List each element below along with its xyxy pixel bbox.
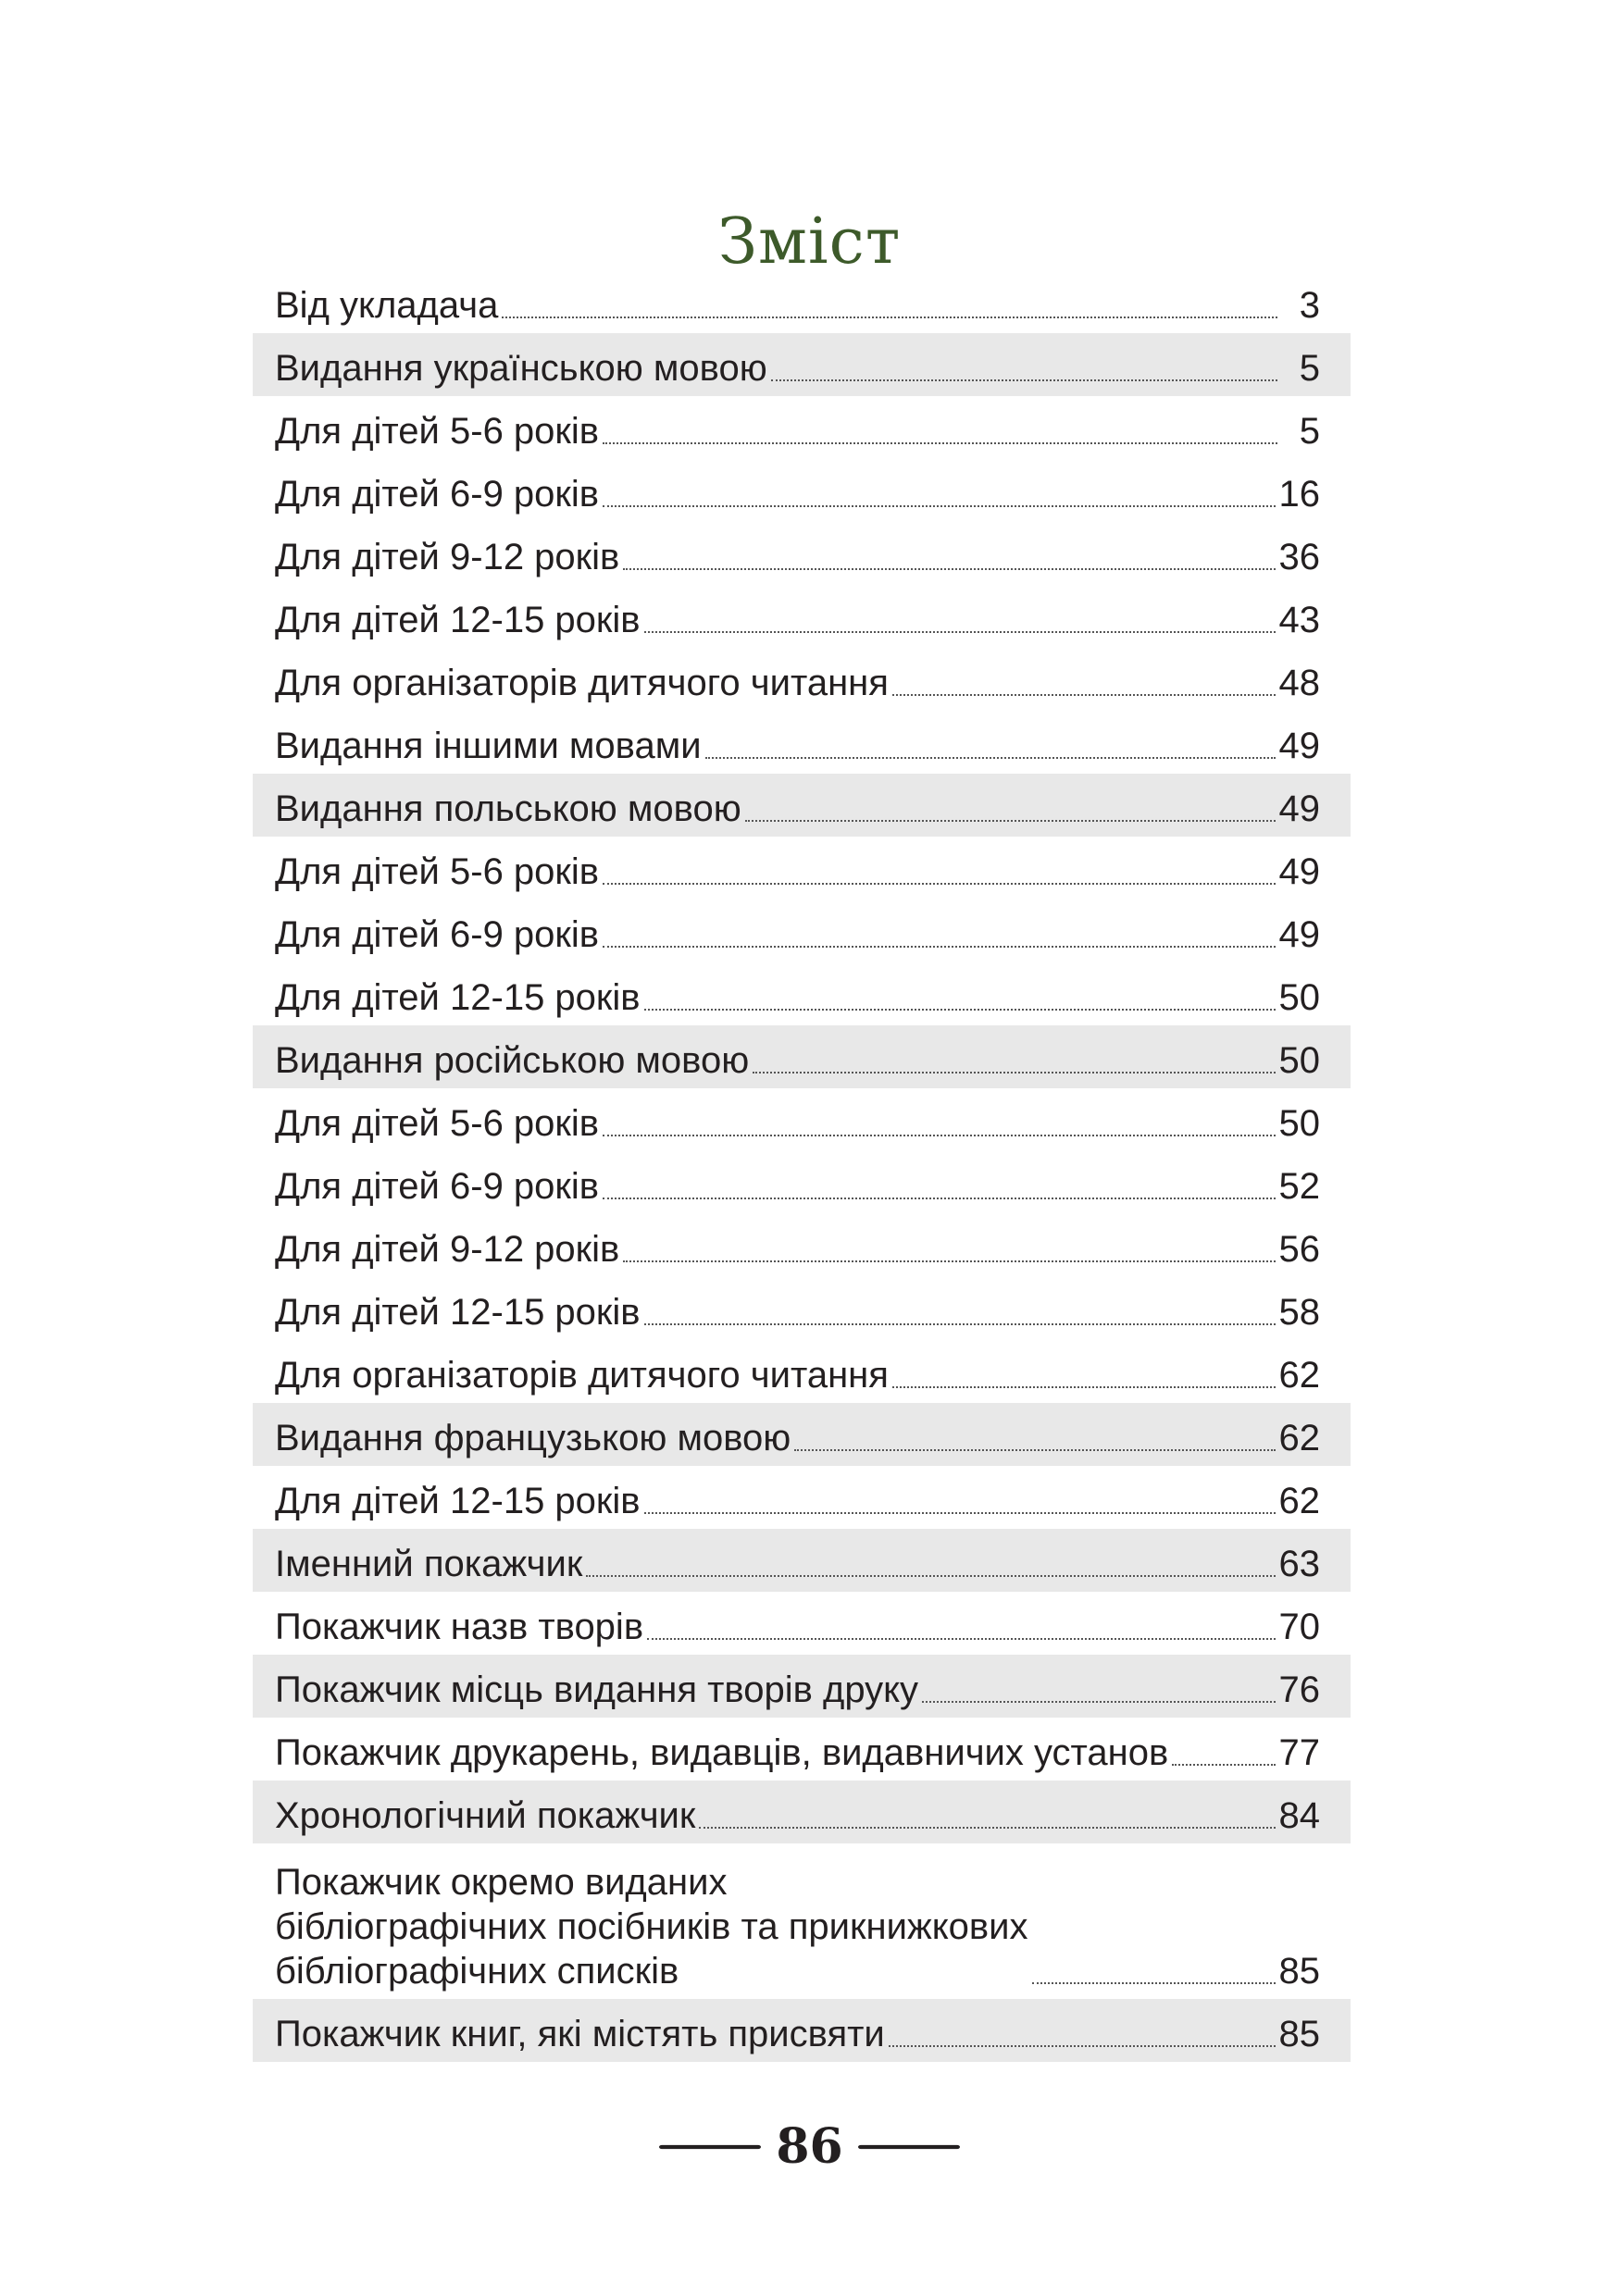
dot-leader [771,379,1277,381]
dot-leader [586,1575,1275,1577]
toc-entry-title: Для дітей 12-15 років [275,977,641,1018]
toc-entry-line [275,1542,1320,1586]
toc-entry-title: Іменний покажчик [275,1544,583,1584]
toc-entry-title: Для дітей 12-15 років [275,1481,641,1521]
toc-entry-line [275,661,1320,705]
dot-leader [1032,1982,1276,1984]
toc-entry[interactable] [253,1466,1351,1529]
dot-leader [753,1072,1275,1074]
toc-entry-page-number: 5 [1299,411,1320,452]
toc-entry-page-number: 50 [1278,1103,1320,1144]
toc-entry-title: Для дітей 12-15 років [275,1292,641,1333]
toc-entry[interactable] [253,1718,1351,1781]
toc-entry-title: Для дітей 9-12 років [275,1229,620,1270]
dot-leader [623,1260,1275,1262]
toc-entry-title: Для організаторів дитячого читання [275,1355,889,1396]
dot-leader [603,442,1277,444]
toc-entry-page-number: 85 [1278,1951,1320,1992]
toc-entry-line [275,912,1320,957]
toc-entry-line [275,2012,1320,2056]
toc-entry-title: Видання іншими мовами [275,726,702,766]
toc-entry-page-number: 62 [1278,1355,1320,1396]
toc-entry[interactable] [253,648,1351,711]
toc-entry-title: Для організаторів дитячого читання [275,663,889,703]
footer-rule-left [659,2145,761,2149]
toc-entry[interactable] [253,1277,1351,1340]
dot-leader [647,1638,1275,1640]
dot-leader [889,2045,1276,2047]
toc-entry-line [275,409,1320,453]
toc-entry[interactable] [253,1340,1351,1403]
toc-entry[interactable] [253,1214,1351,1277]
dot-leader [603,1198,1275,1199]
toc-entry-title: Видання українською мовою [275,348,767,389]
toc-entry[interactable] [253,1529,1351,1592]
toc-entry-page-number: 5 [1299,348,1320,389]
footer-rule-right [858,2145,960,2149]
toc-entry[interactable] [253,711,1351,774]
toc-entry-line [275,1793,1320,1838]
toc-entry-title: Видання французькою мовою [275,1418,791,1458]
toc-entry-title: Для дітей 12-15 років [275,600,641,640]
toc-entry-title: Від укладача [275,285,499,326]
toc-entry[interactable] [253,459,1351,522]
toc-entry[interactable] [253,1999,1351,2062]
table-of-contents [253,270,1351,2062]
toc-entry-page-number: 52 [1278,1166,1320,1207]
toc-entry-line [275,1038,1320,1083]
page-title: Зміст [717,205,902,279]
dot-leader [892,1386,1276,1388]
toc-entry-title: Для дітей 6-9 років [275,474,600,515]
dot-leader [794,1449,1275,1451]
toc-entry[interactable] [253,333,1351,396]
dot-leader [603,505,1275,507]
toc-entry[interactable] [253,1151,1351,1214]
toc-entry[interactable] [253,900,1351,962]
dot-leader [603,883,1275,885]
dot-leader [705,757,1276,759]
toc-entry-line [275,1479,1320,1523]
toc-entry-page-number: 50 [1278,1040,1320,1081]
toc-entry[interactable] [253,1025,1351,1088]
dot-leader [892,694,1276,696]
toc-entry-page-number: 49 [1278,851,1320,892]
toc-entry-title: Хронологічний покажчик [275,1795,696,1836]
toc-entry-page-number: 49 [1278,914,1320,955]
toc-entry-line [275,1860,1320,1993]
toc-entry[interactable] [253,1088,1351,1151]
toc-entry-title: Для дітей 6-9 років [275,914,600,955]
toc-entry[interactable] [253,522,1351,585]
toc-entry[interactable] [253,585,1351,648]
dot-leader [922,1701,1275,1703]
toc-entry-page-number: 62 [1278,1481,1320,1521]
toc-entry-title: Для дітей 5-6 років [275,411,600,452]
toc-entry-line [275,346,1320,391]
toc-entry-line [275,1353,1320,1397]
dot-leader [644,1323,1276,1325]
toc-entry[interactable] [253,1403,1351,1466]
dot-leader [644,631,1276,633]
toc-entry-title: Покажчик друкарень, видавців, видавничих установ [275,1732,1169,1773]
toc-entry[interactable] [253,270,1351,333]
page-number: 86 [776,2118,843,2175]
page-number-footer [0,2119,1619,2175]
toc-entry[interactable] [253,1655,1351,1718]
dot-leader [644,1009,1276,1011]
toc-entry-line [275,975,1320,1020]
toc-entry-line [275,1605,1320,1649]
toc-entry-line [275,1164,1320,1209]
toc-entry-page-number: 48 [1278,663,1320,703]
dot-leader [745,820,1276,822]
toc-entry-line [275,1101,1320,1146]
toc-entry-page-number: 85 [1278,2014,1320,2054]
dot-leader [644,1512,1276,1514]
toc-entry-line [275,1668,1320,1712]
toc-entry-title: Видання польською мовою [275,788,741,829]
toc-entry-title: Для дітей 5-6 років [275,851,600,892]
toc-entry-title: Покажчик назв творів [275,1607,644,1647]
toc-entry-title: Для дітей 9-12 років [275,537,620,577]
toc-entry-line [275,472,1320,516]
toc-entry-page-number: 3 [1299,285,1320,326]
toc-entry[interactable] [253,396,1351,459]
toc-entry-line [275,598,1320,642]
toc-entry[interactable] [253,774,1351,837]
toc-entry-line [275,724,1320,768]
toc-entry-page-number: 62 [1278,1418,1320,1458]
toc-entry-line [275,535,1320,579]
toc-entry-line [275,283,1320,328]
toc-entry-page-number: 84 [1278,1795,1320,1836]
toc-entry-page-number: 36 [1278,537,1320,577]
toc-entry-page-number: 50 [1278,977,1320,1018]
toc-entry-page-number: 49 [1278,788,1320,829]
toc-entry[interactable] [253,962,1351,1025]
toc-entry[interactable] [253,1781,1351,1843]
toc-entry[interactable] [253,837,1351,900]
toc-entry-page-number: 70 [1278,1607,1320,1647]
toc-entry[interactable] [253,1592,1351,1655]
toc-entry-line [275,1227,1320,1272]
dot-leader [603,1135,1275,1136]
toc-entry-title: Покажчик книг, які містять присвяти [275,2014,885,2054]
toc-entry-title: Покажчик окремо виданих бібліографічних посібників та прикнижкових бібліографічних списків [275,1862,1028,1992]
toc-entry-title: Покажчик місць видання творів друку [275,1669,919,1710]
dot-leader [603,946,1275,948]
toc-entry-page-number: 43 [1278,600,1320,640]
toc-entry-line [275,1290,1320,1334]
dot-leader [699,1827,1275,1829]
toc-entry-page-number: 16 [1278,474,1320,515]
toc-entry-page-number: 77 [1278,1732,1320,1773]
toc-entry-line [275,1731,1320,1775]
toc-entry-line [275,1416,1320,1460]
toc-entry-page-number: 58 [1278,1292,1320,1333]
dot-leader [502,316,1277,318]
toc-entry-page-number: 56 [1278,1229,1320,1270]
toc-entry-line [275,850,1320,894]
dot-leader [1172,1764,1275,1766]
toc-entry-title: Для дітей 6-9 років [275,1166,600,1207]
toc-entry[interactable] [253,1843,1351,1999]
toc-entry-line [275,787,1320,831]
toc-entry-page-number: 63 [1278,1544,1320,1584]
toc-entry-title: Для дітей 5-6 років [275,1103,600,1144]
toc-entry-page-number: 76 [1278,1669,1320,1710]
toc-entry-title: Видання російською мовою [275,1040,750,1081]
toc-entry-page-number: 49 [1278,726,1320,766]
dot-leader [623,568,1275,570]
